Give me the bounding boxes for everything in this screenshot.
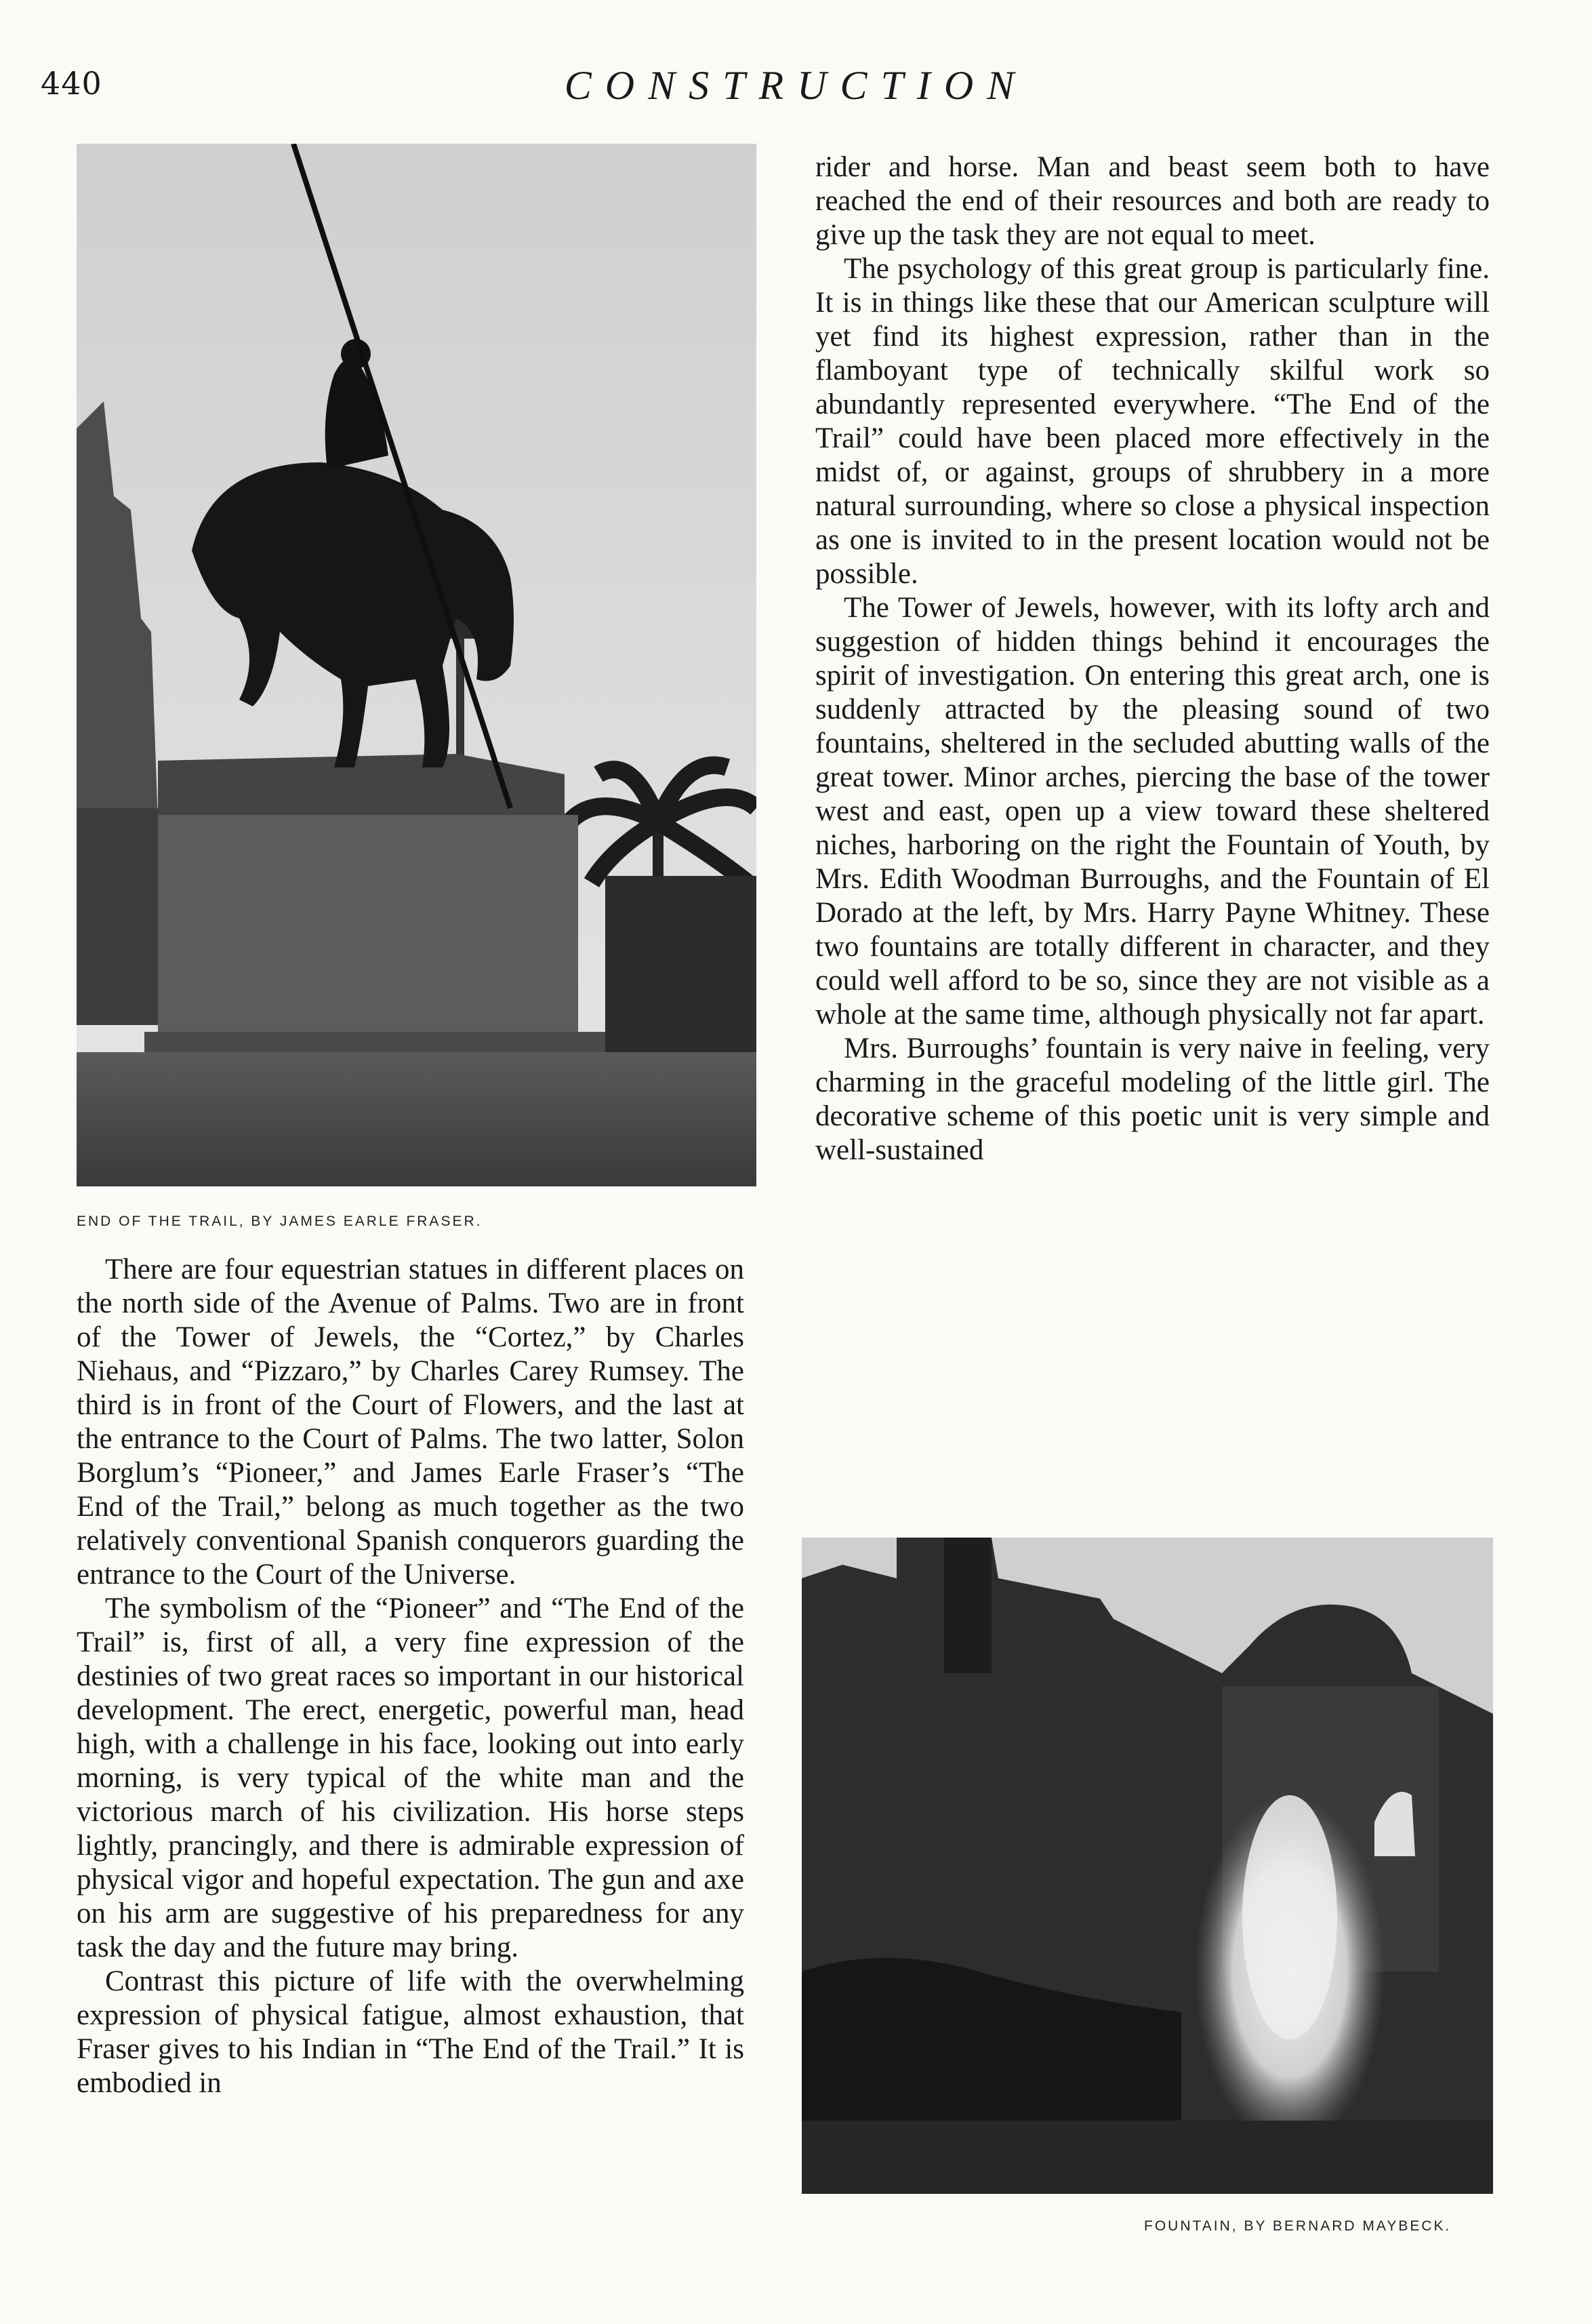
fountain-photo [802,1538,1493,2194]
page-number: 440 [41,65,102,102]
end-of-trail-photo [77,144,756,1186]
left-text-column [77,1253,744,2100]
paragraph: The psychology of this great group is particularly fine. It is in things like these that our American sculpture will yet find its highest expression, rather than in the flamboyant type of technically skilful work so abundantly represented everywhere. “The End of the Trail” could have been placed more effectively in the midst of, or against, groups of shrubbery in a more natural surrounding, where so close a physical inspection as one is invited to in the present location would not be possible. [815,253,1490,590]
right-text-column [815,151,1490,1167]
paragraph: The Tower of Jewels, however, with its lofty arch and suggestion of hidden things behind it encourages the spirit of investigation. On entering this great arch, one is suddenly attracted by the pleasing sound of two fountains, sheltered in the secluded abutting walls of the great tower. Minor arches, piercing the base of the tower west and east, open up a view toward these sheltered niches, harboring on the right the Fountain of Youth, by Mrs. Edith Woodman Burroughs, and the Fountain of El Dorado at the left, by Mrs. Harry Payne Whitney. These two fountains are totally different in character, and they could well afford to be so, since they are not visible as a whole at the same time, although physically not far apart. [815,592,1490,1030]
running-head-title: CONSTRUCTION [564,63,1028,108]
paragraph: rider and horse. Man and beast seem both to have reached the end of their resources and both are ready to give up the task they are not equal to meet. [815,151,1490,251]
figure-caption-fountain: FOUNTAIN, BY BERNARD MAYBECK. [1144,2218,1452,2234]
figure-caption-end-of-trail: END OF THE TRAIL, BY JAMES EARLE FRASER. [77,1214,483,1229]
paragraph: Contrast this picture of life with the overwhelming expression of physical fatigue, almost exhaustion, that Fraser gives to his Indian in “The End of the Trail.” It is embodied in [77,1965,744,2099]
paragraph: There are four equestrian statues in different places on the north side of the Avenue of Palms. Two are in front of the Tower of Jewels, the “Cortez,” by Charles Niehaus, and “Pizzaro,” by Charles Carey Rumsey. The third is in front of the Court of Flowers, and the last at the entrance to the Court of Palms. The two latter, Solon Borglum’s “Pioneer,” and James Earle Fraser’s “The End of the Trail,” belong as much together as the two relatively conventional Spanish conquerors guarding the entrance to the Court of the Universe. [77,1254,744,1590]
paragraph: The symbolism of the “Pioneer” and “The End of the Trail” is, first of all, a very fine expression of the destinies of two great races so important in our historical development. The erect, energetic, powerful man, head high, with a challenge in his face, looking out into early morning, is very typical of the white man and the victorious march of his civilization. His horse steps lightly, prancingly, and there is admirable expression of physical vigor and hopeful expectation. The gun and axe on his arm are suggestive of his preparedness for any task the day and the future may bring. [77,1592,744,1963]
paragraph: Mrs. Burroughs’ fountain is very naive in feeling, very charming in the graceful modeling of the little girl. The decorative scheme of this poetic unit is very simple and well-sustained [815,1033,1490,1166]
